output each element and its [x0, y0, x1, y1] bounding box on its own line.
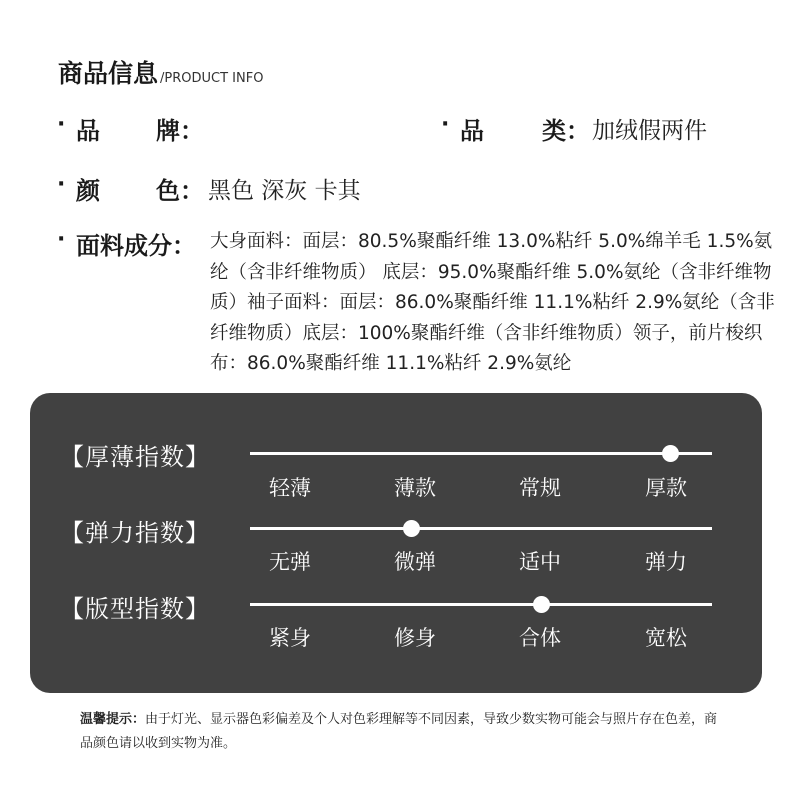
note-text: 由于灯光、显示器色彩偏差及个人对色彩理解等不同因素，导致少数实物可能会与照片存在色差，商品颜色请以收到实物为准。 [80, 712, 718, 751]
category-value: 加绒假两件 [592, 118, 707, 144]
material-label: 面料成分： [76, 232, 196, 260]
title-chinese: 商品信息 [58, 59, 159, 88]
material-value: 大身面料：面层：80.5%聚酯纤维 13.0%粘纤 5.0%绵羊毛 1.5%氨纶（含非纤维物质） 底层：95.0%聚酯纤维 5.0%氨纶（含非纤维物质）袖子面料：面层：86.0%聚酯纤维 11.1%粘纤 2.9%氨纶（含非纤维物质）底层：100%聚酯纤维（含非纤维物质）领子，前片梭织布：86.0%聚酯纤维 11.1%粘纤 2.9%氨纶 [210, 231, 775, 374]
fit-option: 紧身 [269, 626, 311, 650]
bullet-category: · [441, 112, 450, 137]
color-value: 黑色 深灰 卡其 [208, 178, 361, 204]
elasticity-option: 微弹 [394, 550, 436, 574]
elasticity-slider-knob [403, 520, 420, 537]
thickness-slider-knob [662, 445, 679, 462]
disclaimer-note [80, 708, 720, 756]
elasticity-index-label: 【弹力指数】 [60, 519, 210, 547]
fit-index-label: 【版型指数】 [60, 595, 210, 623]
bullet-color: · [57, 172, 66, 197]
bullet-brand: · [57, 112, 66, 137]
elasticity-track [250, 527, 712, 530]
color-label-2: 色： [156, 177, 204, 205]
bullet-material: · [57, 227, 66, 252]
thickness-option: 轻薄 [269, 476, 311, 500]
category-label-2: 类： [542, 117, 590, 145]
thickness-option: 常规 [519, 476, 561, 500]
fit-track [250, 603, 712, 606]
fit-slider-knob [533, 596, 550, 613]
note-label: 温馨提示： [80, 712, 146, 727]
thickness-option: 厚款 [645, 476, 687, 500]
thickness-option: 薄款 [394, 476, 436, 500]
fit-option: 修身 [394, 626, 436, 650]
elasticity-option: 弹力 [645, 550, 687, 574]
fit-option: 合体 [519, 626, 561, 650]
elasticity-option: 无弹 [269, 550, 311, 574]
thickness-index-label: 【厚薄指数】 [60, 443, 210, 471]
title-english: /PRODUCT INFO [160, 71, 264, 86]
index-panel [30, 393, 762, 693]
section-title [58, 54, 263, 90]
brand-label-1: 品 [76, 117, 100, 145]
category-label-1: 品 [460, 117, 484, 145]
color-label-1: 颜 [76, 177, 100, 205]
thickness-track [250, 452, 712, 455]
brand-label-2: 牌： [156, 117, 204, 145]
elasticity-option: 适中 [519, 550, 561, 574]
fit-option: 宽松 [645, 626, 687, 650]
